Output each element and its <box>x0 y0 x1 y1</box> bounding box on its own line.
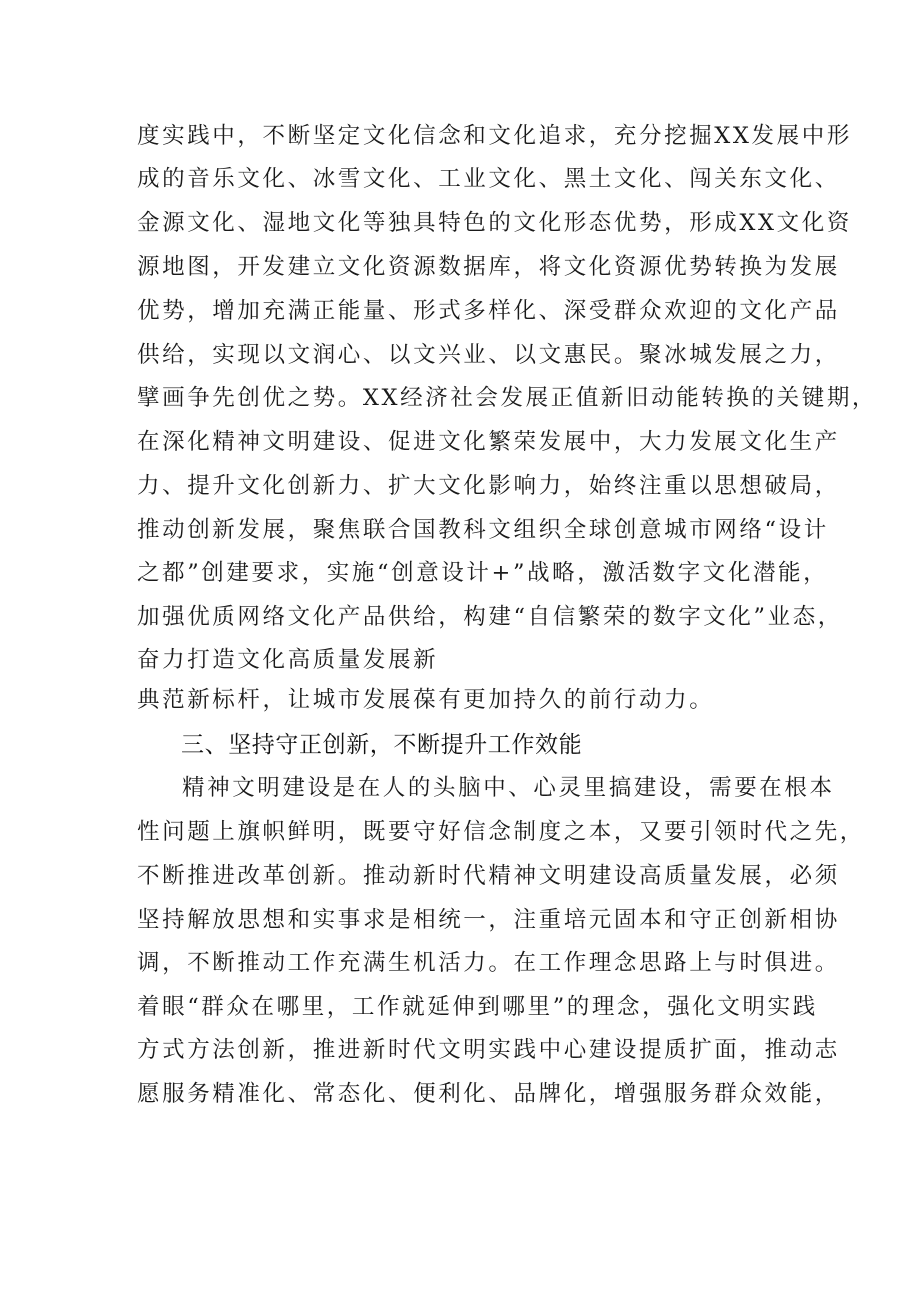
paragraph-2-line-7: 方式方法创新，推进新时代文明实践中心建设提质扩面，推动志 <box>137 1037 840 1063</box>
paragraph-1-line-1: 度实践中，不断坚定文化信念和文化追求，充分挖掘XX发展中形 <box>137 123 852 149</box>
paragraph-1-line-2: 成的音乐文化、冰雪文化、工业文化、黑土文化、闯关东文化、 <box>137 166 840 192</box>
paragraph-1-line-5: 优势，增加充满正能量、形式多样化、深受群众欢迎的文化产品 <box>137 298 840 324</box>
paragraph-1-line-7: 擘画争先创优之势。XX经济社会发展正值新旧动能转换的关键期， <box>137 385 878 411</box>
paragraph-1-line-13: 奋力打造文化高质量发展新 <box>137 647 439 673</box>
paragraph-1-line-10: 推动创新发展，聚焦联合国教科文组织全球创意城市网络“设计 <box>137 517 829 543</box>
paragraph-2-line-3: 不断推进改革创新。推动新时代精神文明建设高质量发展，必须 <box>137 863 840 889</box>
paragraph-2-line-1: 精神文明建设是在人的头脑中、心灵里搞建设，需要在根本 <box>182 775 835 801</box>
section-heading: 三、坚持守正创新，不断提升工作效能 <box>181 732 583 758</box>
paragraph-2-line-5: 调，不断推动工作充满生机活力。在工作理念思路上与时俱进。 <box>137 950 840 976</box>
paragraph-1-line-14: 典范新标杆，让城市发展葆有更加持久的前行动力。 <box>137 687 715 713</box>
paragraph-1-line-9: 力、提升文化创新力、扩大文化影响力，始终注重以思想破局， <box>137 473 840 499</box>
paragraph-2-line-8: 愿服务精准化、常态化、便利化、品牌化，增强服务群众效能， <box>137 1081 840 1107</box>
paragraph-1-line-11: 之都”创建要求，实施“创意设计+”战略，激活数字文化潜能， <box>137 560 829 586</box>
paragraph-1-line-6: 供给，实现以文润心、以文兴业、以文惠民。聚冰城发展之力， <box>137 342 840 368</box>
paragraph-2-line-6: 着眼“群众在哪里，工作就延伸到哪里”的理念，强化文明实践 <box>137 994 818 1020</box>
paragraph-1-line-12: 加强优质网络文化产品供给，构建“自信繁荣的数字文化”业态， <box>137 604 843 630</box>
paragraph-2-line-2: 性问题上旗帜鲜明，既要守好信念制度之本，又要引领时代之先， <box>137 819 865 845</box>
paragraph-1-line-8: 在深化精神文明建设、促进文化繁荣发展中，大力发展文化生产 <box>137 429 840 455</box>
paragraph-2-line-4: 坚持解放思想和实事求是相统一，注重培元固本和守正创新相协 <box>137 907 840 933</box>
paragraph-1-line-3: 金源文化、湿地文化等独具特色的文化形态优势，形成XX文化资 <box>137 210 852 236</box>
paragraph-1-line-4: 源地图，开发建立文化资源数据库，将文化资源优势转换为发展 <box>137 254 840 280</box>
